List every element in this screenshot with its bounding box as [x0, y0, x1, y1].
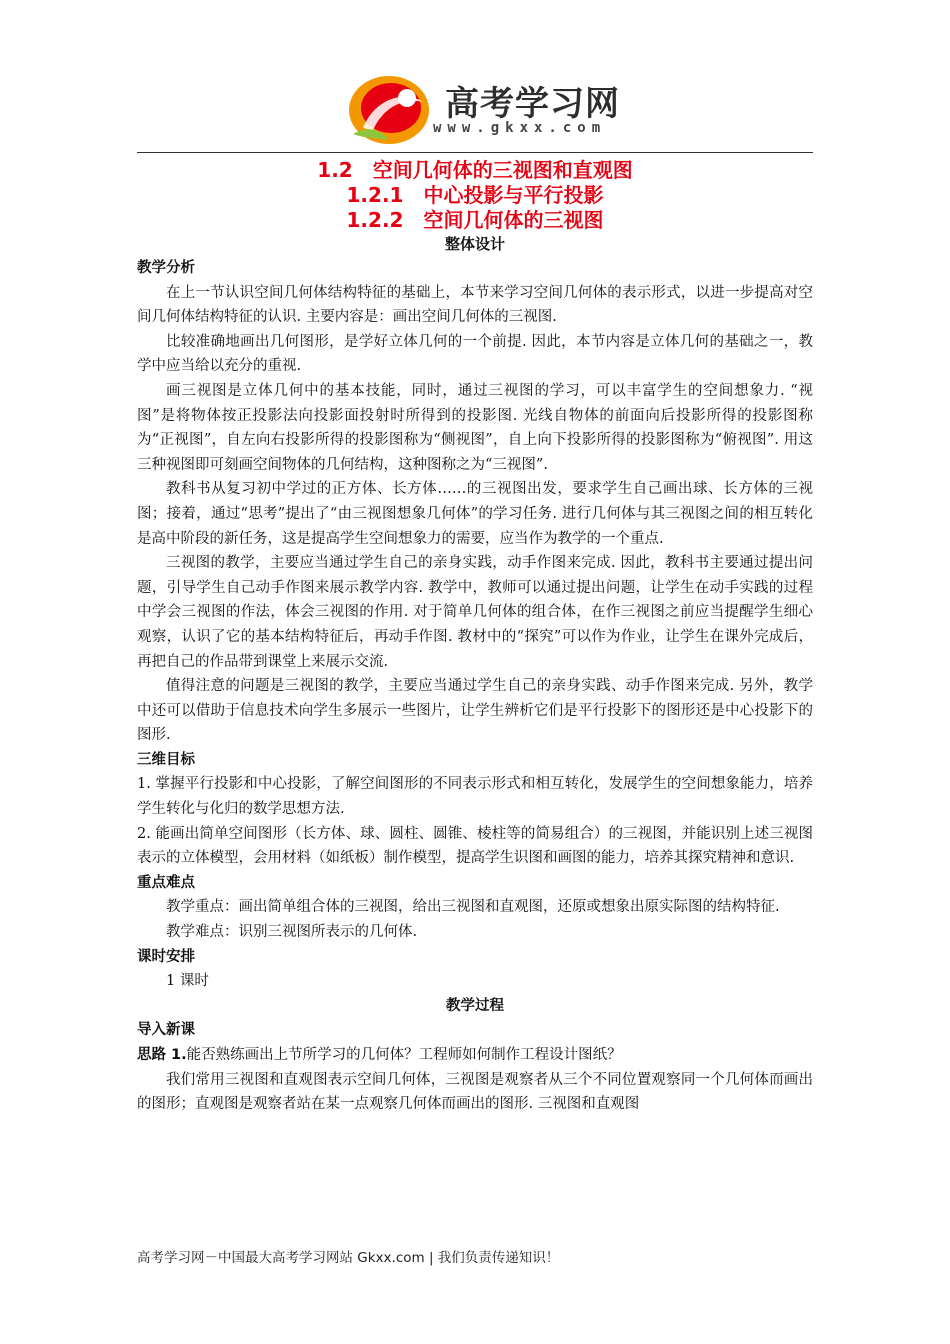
heading-analysis: 教学分析	[137, 260, 195, 276]
paragraph: 三视图的教学，主要应当通过学生自己的亲身实践，动手作图来完成. 因此，教科书主要通过提出问题，引导学生自己动手作图来展示教学内容. 教学中，教师可以通过提出问题，让学生在动手实践的过程中学会三视图的作法，体会三视图的作用. 对于简单几何体的组合体，在作三视图之前应当提醒学生细心观察，认识了它的基本结构特征后，再动手作图. 教材中的“探究”可以作为作业，让学生在课外完成后，再把自己的作品带到课堂上来展示交流.	[137, 555, 813, 670]
heading-key-points: 重点难点	[137, 874, 195, 891]
paragraph: 画三视图是立体几何中的基本技能，同时，通过三视图的学习，可以丰富学生的空间想象力. “视图”是将物体按正投影法向投影面投射时所得到的投影图. 光线自物体的前面向后投影所得的投影图称为“正视图”，自左向右投影所得的投影图称为“侧视图”，自上向下投影所得的投影图称为“俯视图”. 用这三种视图即可刻画空间物体的几何结构，这种图称之为“三视图”.	[137, 382, 813, 473]
schedule-value: 1 课时	[166, 973, 209, 990]
title-line-2: 1.2.1 中心投影与平行投影	[346, 183, 604, 207]
paragraph: 教学重点：画出简单组合体的三视图，给出三视图和直观图，还原或想象出原实际图的结构特征.	[166, 899, 780, 916]
title-block	[137, 158, 813, 255]
idea-label: 思路 1.	[137, 1047, 187, 1063]
goal-item: 2. 能画出简单空间图形（长方体、球、圆柱、圆锥、棱柱等的简易组合）的三视图，并能识别上述三视图表示的立体模型，会用材料（如纸板）制作模型，提高学生识图和画图的能力，培养其探究精神和意识.	[137, 825, 813, 867]
idea-paragraph	[137, 1043, 813, 1068]
goal-item: 1. 掌握平行投影和中心投影，了解空间图形的不同表示形式和相互转化，发展学生的空间想象能力，培养学生转化与化归的数学思想方法.	[137, 776, 813, 818]
paragraph: 比较准确地画出几何图形，是学好立体几何的一个前提. 因此，本节内容是立体几何的基础之一，教学中应当给以充分的重视.	[137, 333, 813, 375]
heading-schedule: 课时安排	[137, 948, 195, 965]
logo-title: 高考学习网	[445, 84, 620, 124]
paragraph: 教科书从复习初中学过的正方体、长方体……的三视图出发，要求学生自己画出球、长方体的三视图；接着，通过“思考”提出了“由三视图想象几何体”的学习任务. 进行几何体与其三视图之间的相互转化是高中阶段的新任务，这是提高学生空间想象力的需要，应当作为教学的一个重点.	[137, 481, 813, 547]
page-footer: 高考学习网－中国最大高考学习网站 Gkxx.com | 我们负责传递知识！	[137, 1250, 560, 1266]
paragraph: 在上一节认识空间几何体结构特征的基础上，本节来学习空间几何体的表示形式，以进一步提高对空间几何体结构特征的认识. 主要内容是：画出空间几何体的三视图.	[137, 284, 813, 326]
subtitle: 整体设计	[444, 235, 505, 253]
heading-intro: 导入新课	[137, 1022, 195, 1039]
paragraph: 值得注意的问题是三视图的教学，主要应当通过学生自己的亲身实践、动手作图来完成. 另外，教学中还可以借助于信息技术向学生多展示一些图片，让学生辨析它们是平行投影下的图形还是中心投影下的图形.	[137, 678, 813, 744]
header-divider	[137, 152, 813, 153]
logo-swirl-icon	[345, 68, 435, 148]
title-line-3: 1.2.2 空间几何体的三视图	[346, 208, 604, 232]
heading-process: 教学过程	[446, 997, 504, 1014]
logo-url[interactable]: www.gkxx.com	[433, 120, 607, 136]
site-logo[interactable]	[345, 68, 620, 148]
paragraph: 教学难点：识别三视图所表示的几何体.	[166, 924, 418, 941]
paragraph: 我们常用三视图和直观图表示空间几何体，三视图是观察者从三个不同位置观察同一个几何体而画出的图形；直观图是观察者站在某一点观察几何体而画出的图形. 三视图和直观图	[137, 1071, 813, 1113]
document-body	[137, 256, 813, 1117]
title-line-1: 1.2 空间几何体的三视图和直观图	[317, 158, 633, 182]
heading-goals: 三维目标	[137, 751, 195, 768]
idea-text: 能否熟练画出上节所学习的几何体？工程师如何制作工程设计图纸？	[186, 1047, 622, 1063]
